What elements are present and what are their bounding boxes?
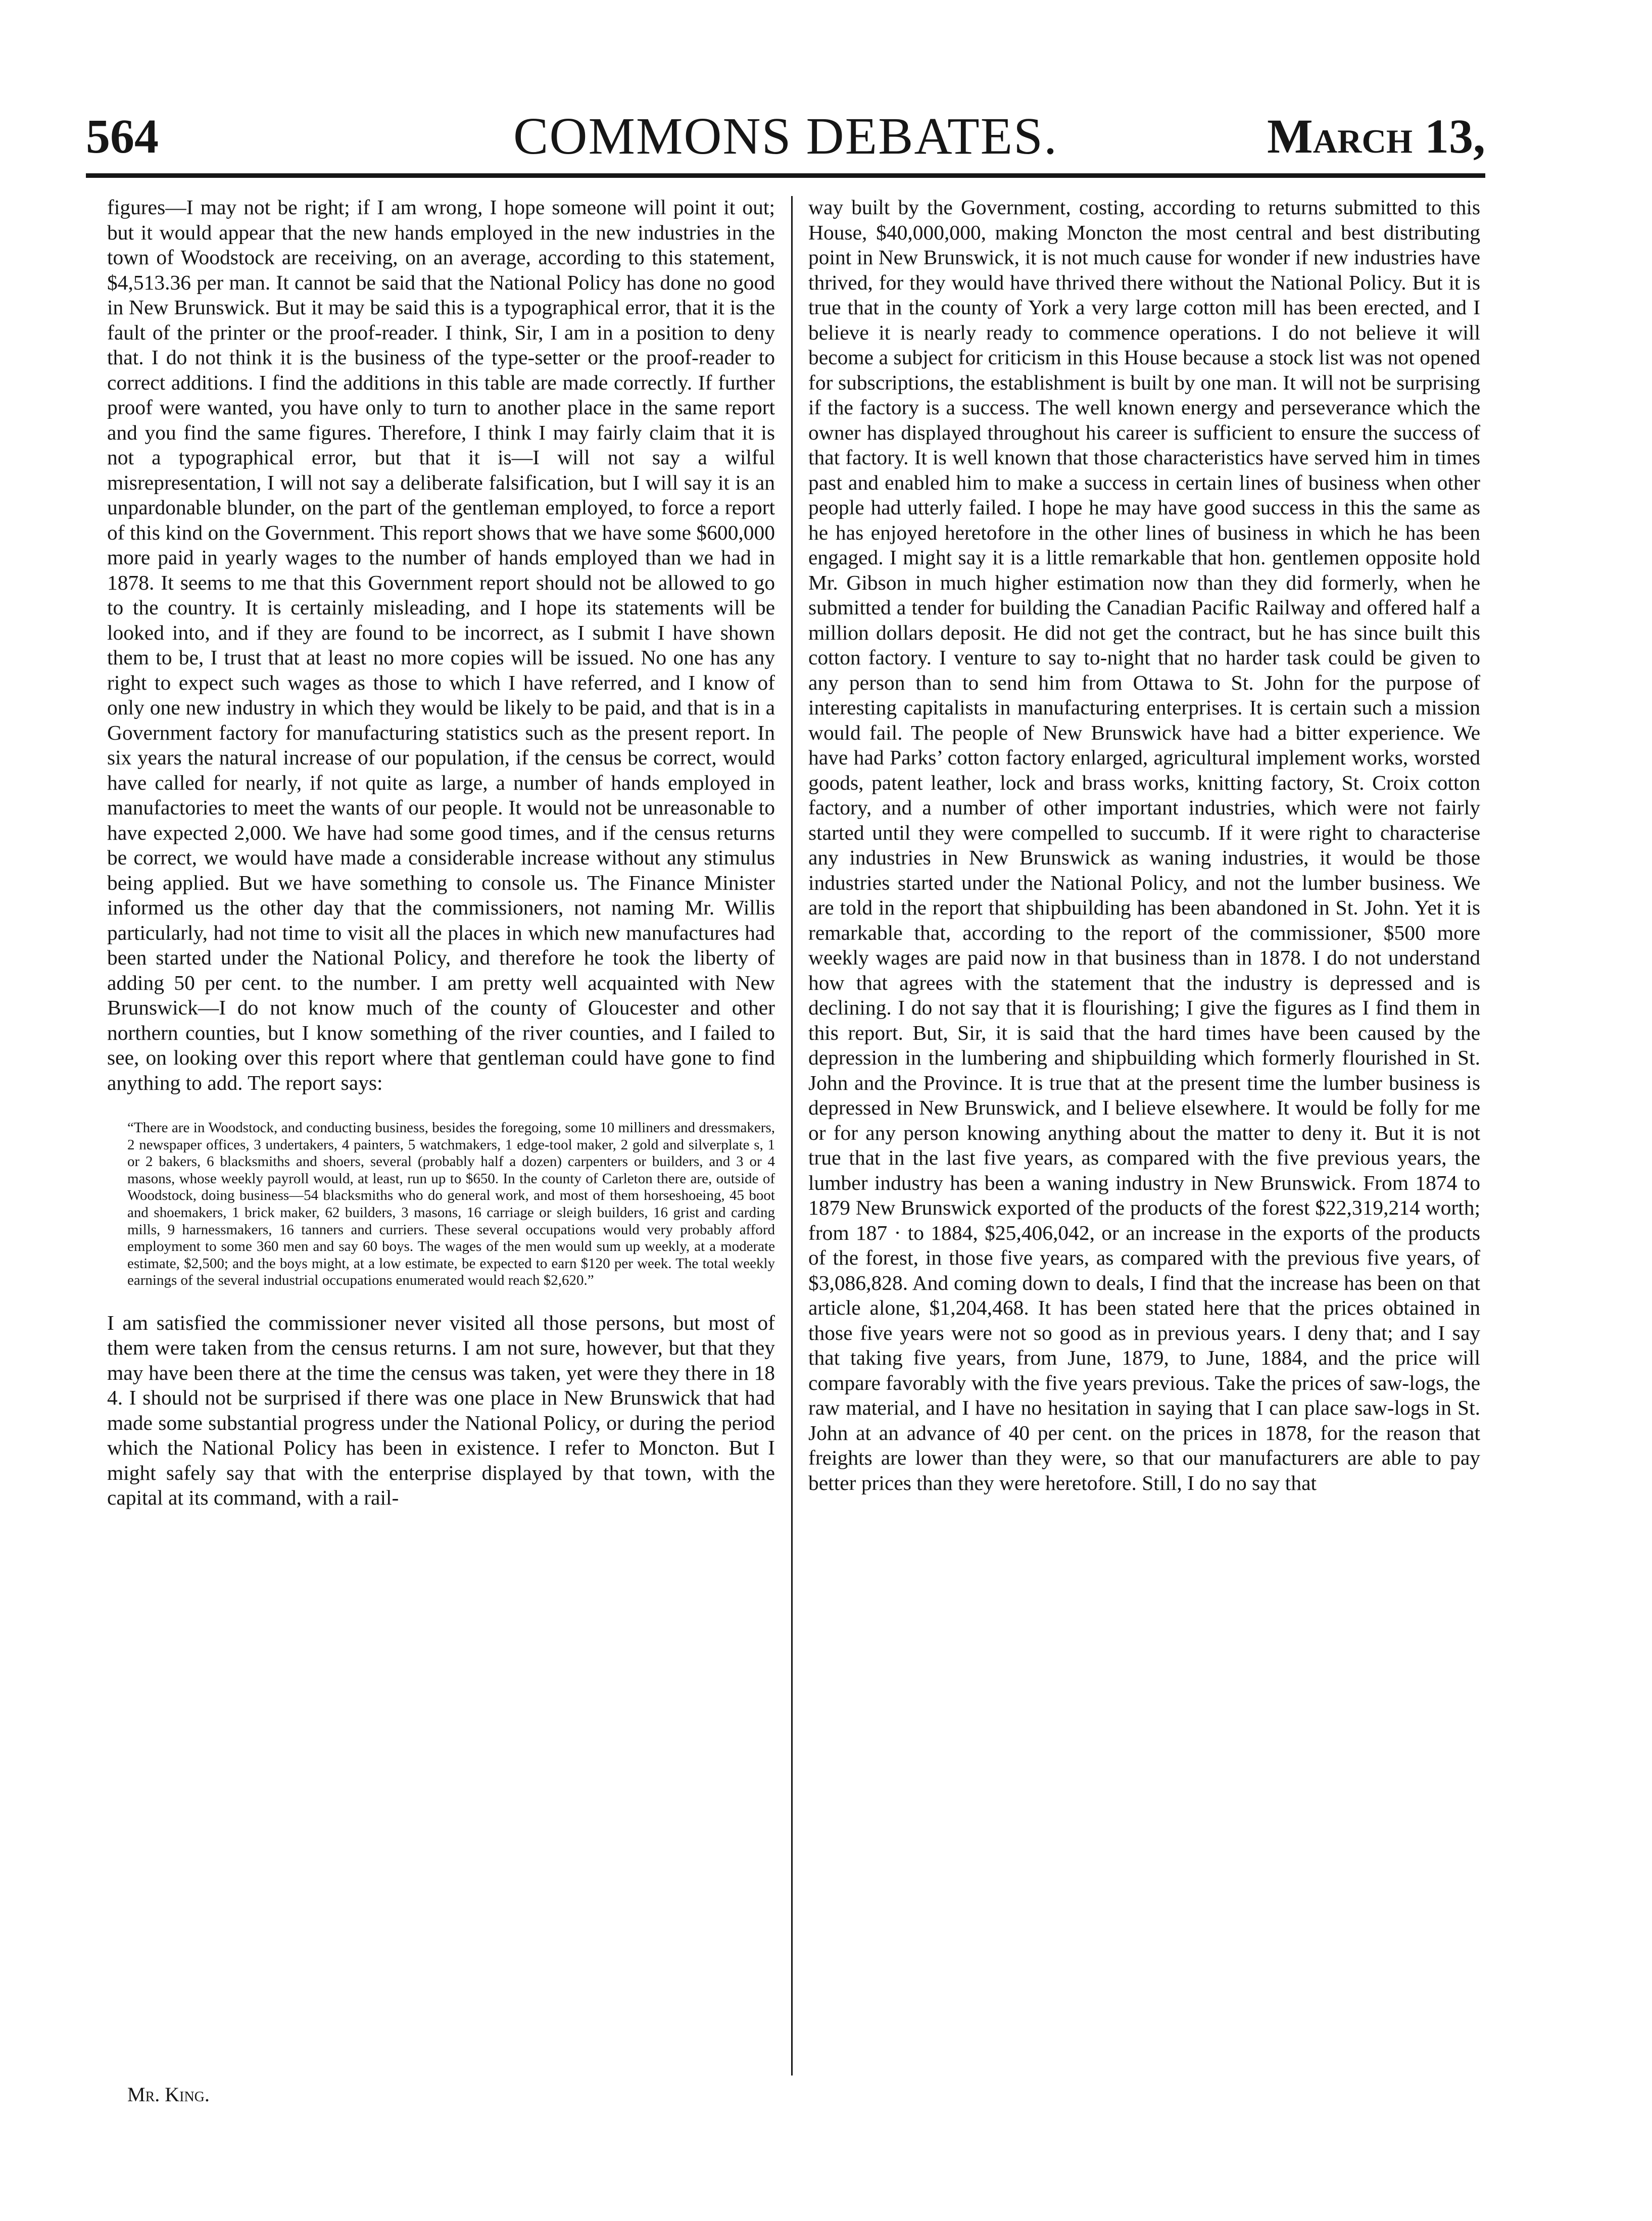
left-column: [107, 195, 775, 1511]
header-rule: [86, 173, 1485, 178]
left-paragraph-2: I am satisfied the commissioner never visited all those persons, but most of them were taken from the census returns. I am not sure, however, but that they may have been there at the time the census was taken, yet were they there in 18 4. I should not be surprised if there was one place in New Brunswick that had made some substantial progress under the National Policy, or during the period which the National Policy has been in existence. I refer to Moncton. But I might safely say that with the enterprise displayed by that town, with the capital at its command, with a rail-: [107, 1311, 775, 1510]
speaker-name: Mr. King.: [127, 2083, 210, 2106]
publication-title: COMMONS DEBATES.: [513, 107, 1058, 165]
column-separator: [791, 196, 793, 2075]
right-column: [808, 195, 1480, 1495]
block-quote: “There are in Woodstock, and conducting business, besides the foregoing, some 10 milliners and dressmakers, 2 newspaper offices, 3 undertakers, 4 painters, 5 watchmakers, 1 edge-tool maker, 2 gold and silverplate s, 1 or 2 bakers, 6 blacksmiths and shoers, several (probably half a dozen) carpenters or builders, and 3 or 4 masons, whose weekly payroll would, at least, run up to $650. In the county of Carleton there are, outside of Woodstock, doing business—54 blacksmiths who do general work, and most of them horseshoeing, 45 boot and shoemakers, 1 brick maker, 62 builders, 3 masons, 16 carriage or sleigh builders, 16 grist and carding mills, 9 harnessmakers, 16 tanners and curriers. These several occupations would very probably afford employment to some 360 men and say 60 boys. The wages of the men would sum up weekly, at a moderate estimate, $2,500; and the boys might, at a low estimate, be expected to earn $120 per week. The total weekly earnings of the several industrial occupations enumerated would reach $2,620.”: [127, 1120, 775, 1289]
speaker-footer: [127, 2083, 210, 2107]
page-number: 564: [86, 109, 159, 163]
header-date: March 13,: [1267, 109, 1485, 163]
left-paragraph-1: figures—I may not be right; if I am wrong, I hope someone will point it out; but it would appear that the new hands employed in the new industries in the town of Woodstock are receiving, on an average, according to this statement, $4,513.36 per man. It cannot be said that the National Policy has done no good in New Brunswick. But it may be said this is a typographical error, that it is the fault of the printer or the proof-reader. I think, Sir, I am in a position to deny that. I do not think it is the business of the type-setter or the proof-reader to correct additions. I find the additions in this table are made correctly. If further proof were wanted, you have only to turn to another place in the same report and you find the same figures. Therefore, I think I may fairly claim that it is not a typographical error, but that it is—I will not say a wilful misrepresentation, I will not say a deliberate falsification, but I will say it is an unpardonable blunder, on the part of the gentleman employed, to force a report of this kind on the Government. This report shows that we have some $600,000 more paid in yearly wages to the number of hands employed than we had in 1878. It seems to me that this Government report should not be allowed to go to the country. It is certainly misleading, and I hope its statements will be looked into, and if they are found to be incorrect, as I submit I have shown them to be, I trust that at least no more copies will be issued. No one has any right to expect such wages as those to which I have referred, and I know of only one new industry in which they would be likely to be paid, and that is in a Government factory for manufacturing statistics such as the present report. In six years the natural increase of our population, if the census be correct, would have called for nearly, if not quite as large, a number of hands employed in manufactories to meet the wants of our people. It would not be unreasonable to have expected 2,000. We have had some good times, and if the census returns be correct, we would have made a considerable increase without any stimulus being applied. But we have something to console us. The Finance Minister informed us the other day that the commissioners, not naming Mr. Willis particularly, had not time to visit all the places in which new manufactures had been started under the National Policy, and therefore he took the liberty of adding 50 per cent. to the number. I am pretty well acquainted with New Brunswick—I do not know much of the county of Gloucester and other northern counties, but I know something of the river counties, and I failed to see, on looking over this report where that gentleman could have gone to find anything to add. The report says:: [107, 196, 775, 1094]
right-paragraph-1: way built by the Government, costing, according to returns submitted to this House, $40,000,000, making Moncton the most central and best distributing point in New Brunswick, it is not much cause for wonder if new industries have thrived, for they would have thrived there without the National Policy. But it is true that in the county of York a very large cotton mill has been erected, and I believe it is nearly ready to commence operations. I do not believe it will become a subject for criticism in this House because a stock list was not opened for subscriptions, the establishment is built by one man. It will not be surprising if the factory is a success. The well known energy and perseverance which the owner has displayed throughout his career is sufficient to ensure the success of that factory. It is well known that those characteristics have served him in times past and enabled him to make a success in certain lines of business when other people had utterly failed. I hope he may have good success in this the same as he has enjoyed heretofore in the other lines of business in which he has been engaged. I might say it is a little remarkable that hon. gentlemen opposite hold Mr. Gibson in much higher estimation now than they did formerly, when he submitted a tender for building the Canadian Pacific Railway and offered half a million dollars deposit. He did not get the contract, but he has since built this cotton factory. I venture to say to-night that no harder task could be given to any person than to send him from Ottawa to St. John for the purpose of interesting capitalists in manufacturing enterprises. It is certain such a mission would fail. The people of New Brunswick have had a bitter experience. We have had Parks’ cotton factory enlarged, agricultural implement works, worsted goods, patent leather, lock and brass works, knitting factory, St. Croix cotton factory, and a number of other important industries, which were not fairly started until they were compelled to succumb. If it were right to characterise any industries in New Brunswick as waning industries, it would be those industries started under the National Policy, and not the lumber business. We are told in the report that shipbuilding has been abandoned in St. John. Yet it is remarkable that, according to the report of the commissioner, $500 more weekly wages are paid now in that business than in 1878. I do not understand how that agrees with the statement that the industry is depressed and is declining. I do not say that it is flourishing; I give the figures as I find them in this report. But, Sir, it is said that the hard times have been caused by the depression in the lumbering and shipbuilding which formerly flourished in St. John and the Province. It is true that at the present time the lumber business is depressed in New Brunswick, and I believe elsewhere. It would be folly for me or for any person knowing anything about the matter to deny it. But it is not true that in the last five years, as compared with the five previous years, the lumber industry has been a waning industry in New Brunswick. From 1874 to 1879 New Brunswick exported of the products of the forest $22,319,214 worth; from 187 · to 1884, $25,406,042, or an increase in the exports of the products of the forest, in those five years, as compared with the previous five years, of $3,086,828. And coming down to deals, I find that the increase has been on that article alone, $1,204,468. It has been stated here that the prices obtained in those five years were not so good as in previous years. I deny that; and I say that taking five years, from June, 1879, to June, 1884, and the price will compare favorably with the five years previous. Take the prices of saw-logs, the raw material, and I have no hesitation in saying that I can place saw-logs in St. John at an advance of 40 per cent. on the prices in 1878, for the reason that freights are lower than they were, so that our manufacturers are able to pay better prices than they were heretofore. Still, I do no say that: [808, 196, 1480, 1494]
running-header: [86, 106, 1485, 167]
